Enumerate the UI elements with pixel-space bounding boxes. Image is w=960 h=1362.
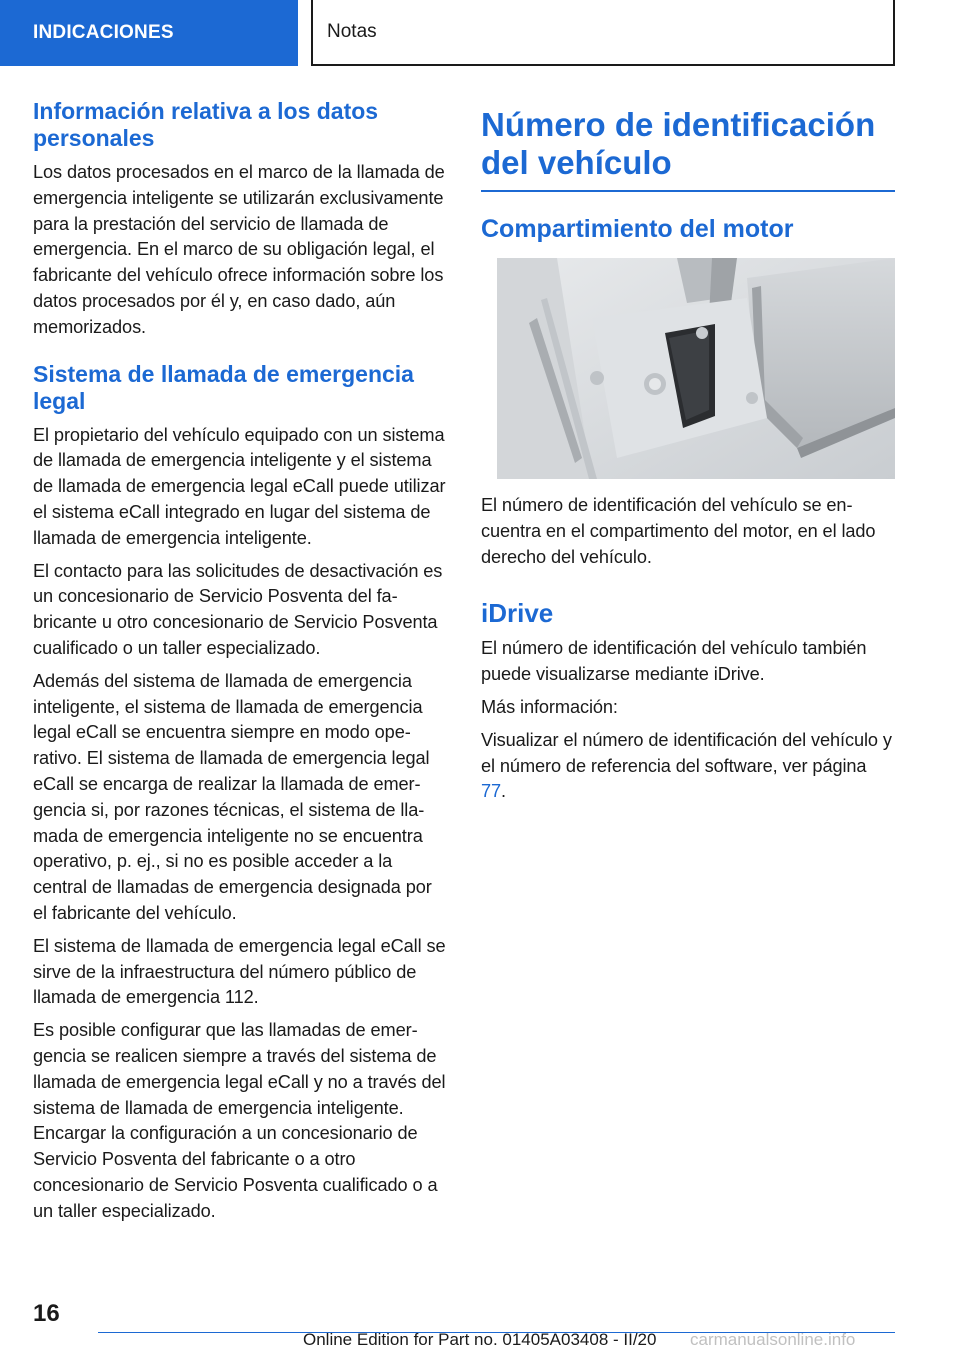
section-label: INDICACIONES [33,22,174,43]
paragraph: El contacto para las solicitudes de desactivación es un concesionario de Servicio Posventa del fabricante u otro concesionario de Servicio Posventa cualificado o un taller especializado. [33,560,443,658]
header-title-box [311,0,895,66]
heading-idrive: iDrive [481,598,554,629]
heading-numero-identificacion: Número de identificación del vehículo [481,106,895,192]
heading-llamada-emergencia-legal: Sistema de llamada de emergencia legal [33,360,414,414]
paragraph-end: . [501,781,506,802]
page-number: 16 [33,1300,60,1327]
right-column [481,100,895,812]
edition-text: Online Edition for Part no. 01405A03408 - II/20 [303,1330,657,1349]
paragraph: El número de identificación del vehículo se encuentra en el compartimento del motor, en el lado derecho del vehículo. [481,495,876,567]
paragraph: Los datos procesados en el marco de la llamada de emergencia inteligente se utilizarán exclusivamente para la prestación del servicio de llamada de emergencia. En el marco de su obligación legal, el fabricante del vehículo ofrece información sobre los datos procesados por él y, en caso dado, aún memorizados. [33,162,445,337]
paragraph: Más información: [481,696,618,717]
left-column [33,98,449,1231]
engine-compartment-photo [497,258,895,479]
heading-compartimiento-motor: Compartimiento del motor [481,215,794,243]
page-link[interactable]: 77 [481,781,502,802]
paragraph: El sistema de llamada de emergencia legal eCall se sirve de la infraestructura del número público de llamada de emergencia 112. [33,935,446,1008]
paragraph: El número de identificación del vehículo también puede visualizarse mediante iDrive. [481,638,867,685]
paragraph-text: Visualizar el número de identificación del vehículo y el número de referencia del software, ver página [481,729,892,776]
section-tab [0,0,298,66]
header-title: Notas [327,21,377,42]
heading-datos-personales: Información relativa a los datos personales [33,98,379,151]
paragraph: El propietario del vehículo equipado con un sistema de llamada de emergencia inteligente y el sistema de llamada de emergencia legal eCall puede utilizar el sistema eCall integrado en lugar del sistema de llamada de emergencia inteligente. [33,424,446,548]
paragraph-with-link [481,728,895,805]
watermark: carmanualsonline.info [690,1330,856,1349]
paragraph: Es posible configurar que las llamadas de emergencia se realicen siempre a través del sistema de llamada de emergencia legal eCall y no a través del sistema de llamada de emergencia inteligente. Encargar la configuración a un concesionario de Servicio Posventa del fabricante o a otro concesionario de Servicio Posventa cualificado o a un taller especializado. [33,1020,446,1221]
paragraph: Además del sistema de llamada de emergencia inteligente, el sistema de llamada de emergencia legal eCall se encuentra siempre en modo operativo. El sistema de llamada de emergencia legal eCall se encarga de realizar la llamada de emergencia si, por razones técnicas, el sistema de llamada de emergencia inteligente no se encuentra operativo, p. ej., si no es posible acceder a la central de llamadas de emergencia designada por el fabricante del vehículo. [33,670,432,923]
